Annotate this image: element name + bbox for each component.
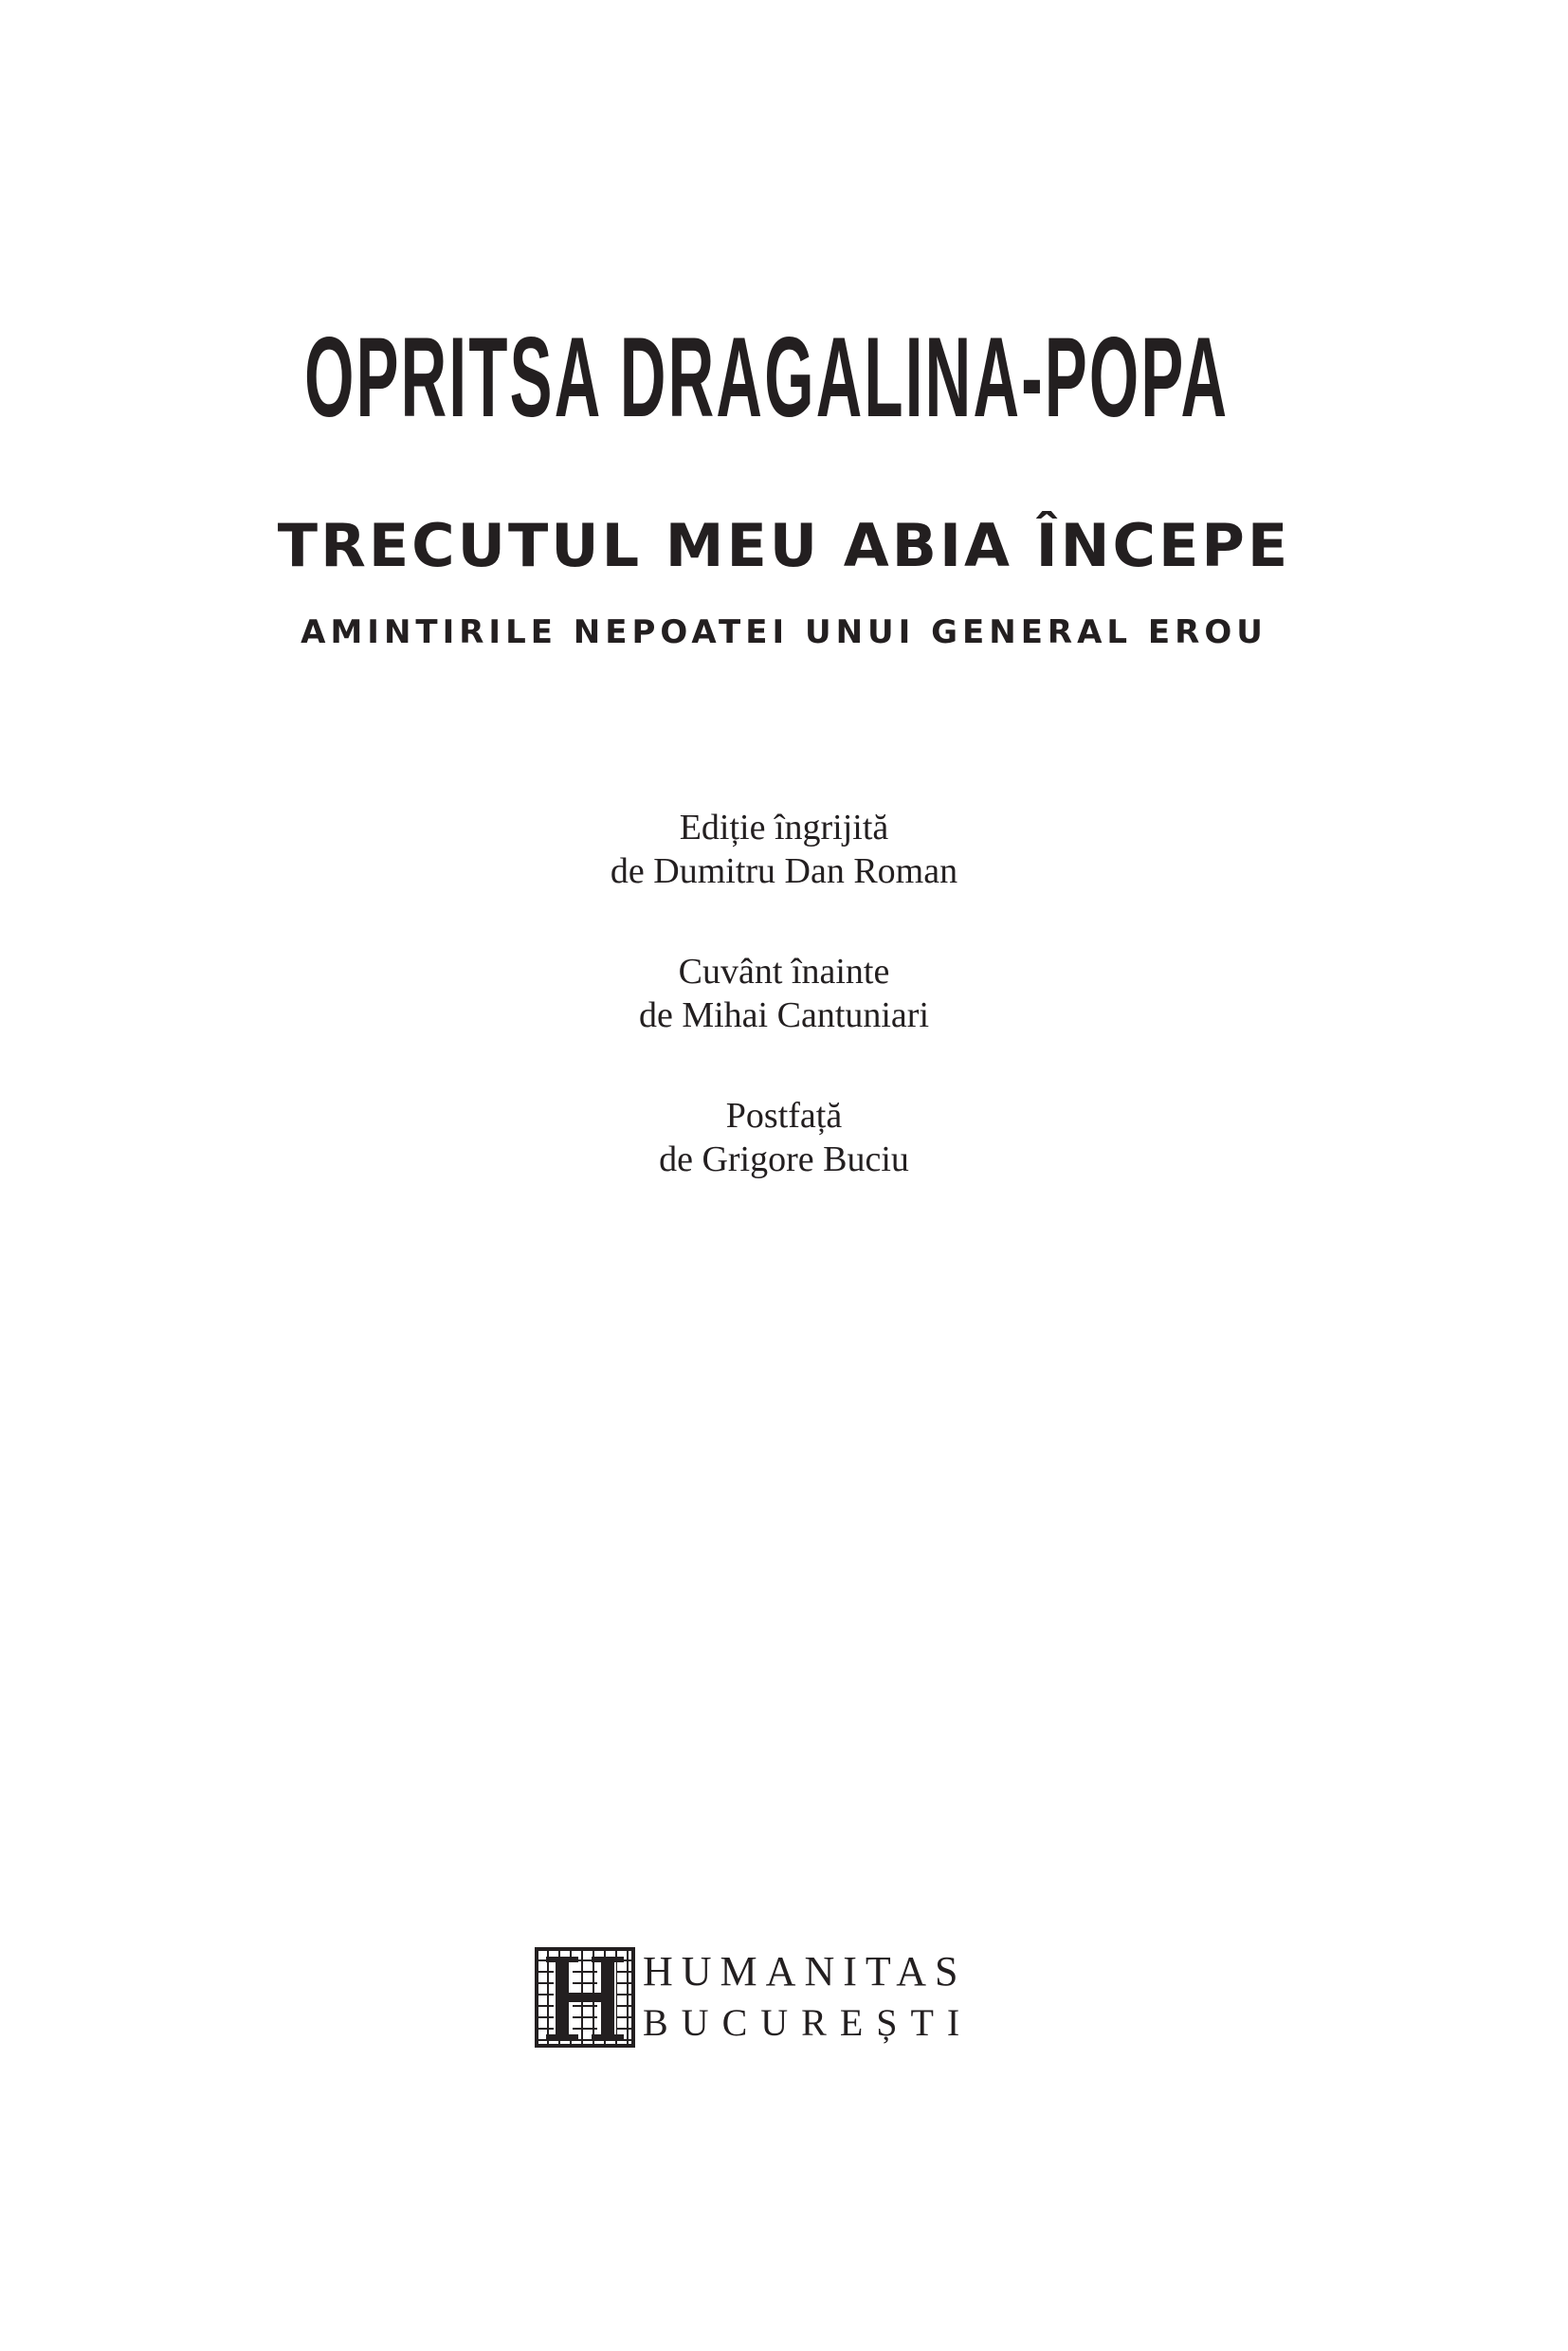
credit-role: Ediție îngrijită bbox=[679, 808, 889, 847]
publisher-imprint bbox=[533, 1945, 1026, 2050]
credit-person: de Mihai Cantuniari bbox=[638, 995, 930, 1035]
book-subtitle: AMINTIRILE NEPOATEI UNUI GENERAL EROU bbox=[301, 613, 1267, 651]
author-name: OPRITSA DRAGALINA-POPA bbox=[304, 314, 1230, 441]
credit-role: Cuvânt înainte bbox=[678, 952, 890, 992]
credit-role: Postfață bbox=[725, 1096, 843, 1136]
credit-person: de Dumitru Dan Roman bbox=[610, 851, 958, 891]
credits bbox=[405, 806, 1163, 1238]
credit-editor bbox=[405, 806, 1163, 893]
publisher-name: HUMANITAS bbox=[643, 1948, 967, 1995]
book-title: TRECUTUL MEU ABIA ÎNCEPE bbox=[277, 511, 1291, 580]
credit-person: de Grigore Buciu bbox=[659, 1139, 909, 1179]
humanitas-h-logo-icon bbox=[533, 1945, 637, 2050]
publisher-city: BUCUREȘTI bbox=[643, 2001, 974, 2044]
credit-foreword bbox=[405, 950, 1163, 1037]
author-name-container bbox=[235, 301, 1299, 453]
credit-afterword bbox=[405, 1094, 1163, 1181]
